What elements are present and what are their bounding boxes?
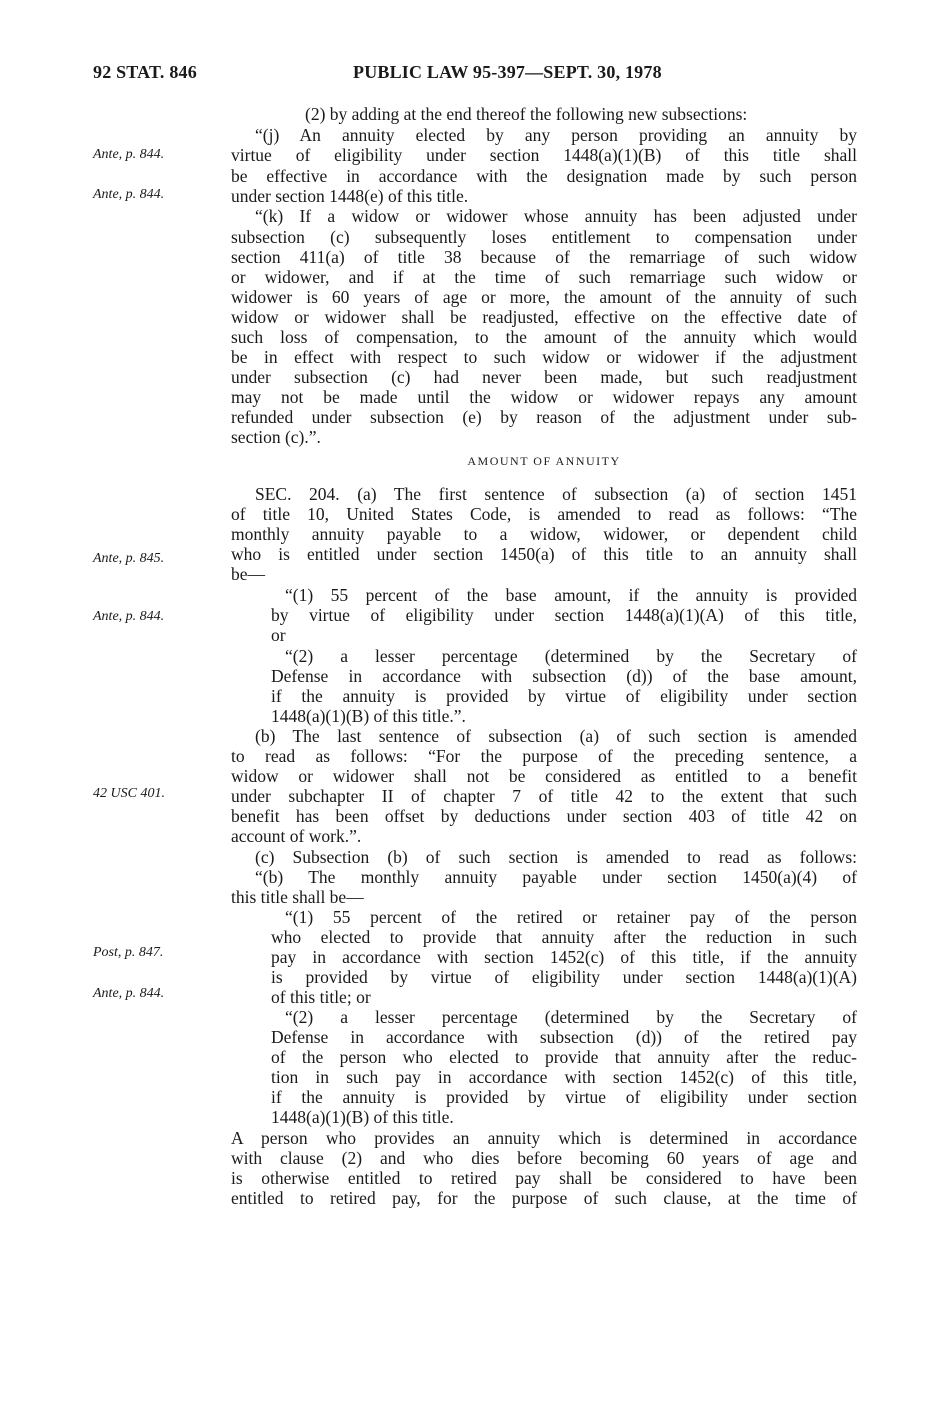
margin-note: Post, p. 847.: [93, 945, 164, 960]
body-line: (c) Subsection (b) of such section is amended to read as follows:: [255, 847, 857, 867]
body-line: Defense in accordance with subsection (d)) of the base amount,: [271, 666, 857, 686]
body-line: who elected to provide that annuity after the reduction in such: [271, 927, 857, 947]
body-line: with clause (2) and who dies before becoming 60 years of age and: [231, 1148, 857, 1168]
body-line: (2) by adding at the end thereof the following new subsections:: [305, 104, 748, 124]
body-line: section 411(a) of title 38 because of the remarriage of such widow: [231, 247, 857, 267]
margin-note: Ante, p. 844.: [93, 147, 165, 162]
section-heading: AMOUNT OF ANNUITY: [467, 454, 621, 468]
margin-note: Ante, p. 845.: [93, 551, 165, 566]
body-line: of the person who elected to provide that annuity after the reduc-: [271, 1047, 857, 1067]
body-line: of title 10, United States Code, is amended to read as follows: “The: [231, 504, 857, 524]
body-line: may not be made until the widow or widower repays any amount: [231, 387, 857, 407]
running-header-title: PUBLIC LAW 95-397—SEPT. 30, 1978: [353, 62, 662, 82]
body-line: SEC. 204. (a) The first sentence of subsection (a) of section 1451: [255, 484, 857, 504]
body-line: widower is 60 years of age or more, the amount of the annuity of such: [231, 287, 857, 307]
body-line: A person who provides an annuity which is determined in accordance: [231, 1128, 857, 1148]
margin-note: Ante, p. 844.: [93, 187, 165, 202]
body-line: account of work.”.: [231, 826, 362, 846]
body-line: 1448(a)(1)(B) of this title.: [271, 1107, 454, 1127]
body-line: pay in accordance with section 1452(c) of this title, if the annuity: [271, 947, 857, 967]
body-line: section (c).”.: [231, 427, 321, 447]
body-line: entitled to retired pay, for the purpose of such clause, at the time of: [231, 1188, 857, 1208]
body-line: who is entitled under section 1450(a) of this title to an annuity shall: [231, 544, 857, 564]
margin-note: Ante, p. 844.: [93, 986, 165, 1001]
body-line: benefit has been offset by deductions under section 403 of title 42 on: [231, 806, 857, 826]
body-line: such loss of compensation, to the amount of the annuity which would: [231, 327, 857, 347]
body-line: “(k) If a widow or widower whose annuity has been adjusted under: [255, 206, 857, 226]
body-line: this title shall be—: [231, 887, 364, 907]
body-line: to read as follows: “For the purpose of the preceding sentence, a: [231, 746, 857, 766]
body-line: virtue of eligibility under section 1448(a)(1)(B) of this title shall: [231, 145, 857, 165]
body-line: or: [271, 625, 286, 645]
body-line: if the annuity is provided by virtue of eligibility under section: [271, 1087, 857, 1107]
body-line: is otherwise entitled to retired pay shall be considered to have been: [231, 1168, 857, 1188]
body-line: widow or widower shall not be considered as entitled to a benefit: [231, 766, 857, 786]
body-line: (b) The last sentence of subsection (a) of such section is amended: [255, 726, 857, 746]
body-line: subsection (c) subsequently loses entitlement to compensation under: [231, 227, 857, 247]
body-line: Defense in accordance with subsection (d)) of the retired pay: [271, 1027, 857, 1047]
body-line: “(b) The monthly annuity payable under section 1450(a)(4) of: [255, 867, 857, 887]
body-line: tion in such pay in accordance with section 1452(c) of this title,: [271, 1067, 857, 1087]
body-line: refunded under subsection (e) by reason of the adjustment under sub-: [231, 407, 857, 427]
margin-note: Ante, p. 844.: [93, 609, 165, 624]
body-line: is provided by virtue of eligibility under section 1448(a)(1)(A): [271, 967, 857, 987]
margin-note: 42 USC 401.: [93, 786, 165, 801]
body-line: under subchapter II of chapter 7 of title 42 to the extent that such: [231, 786, 857, 806]
body-line: or widower, and if at the time of such remarriage such widow or: [231, 267, 857, 287]
body-line: monthly annuity payable to a widow, widower, or dependent child: [231, 524, 857, 544]
body-line: “(j) An annuity elected by any person providing an annuity by: [255, 125, 857, 145]
body-line: of this title; or: [271, 987, 371, 1007]
body-line: widow or widower shall be readjusted, effective on the effective date of: [231, 307, 857, 327]
body-line: 1448(a)(1)(B) of this title.”.: [271, 706, 466, 726]
body-line: be effective in accordance with the designation made by such person: [231, 166, 857, 186]
body-line: “(1) 55 percent of the retired or retainer pay of the person: [285, 907, 857, 927]
running-header-page-ref: 92 STAT. 846: [93, 62, 197, 82]
body-line: “(2) a lesser percentage (determined by the Secretary of: [285, 1007, 857, 1027]
body-line: be—: [231, 564, 266, 584]
body-line: “(2) a lesser percentage (determined by the Secretary of: [285, 646, 857, 666]
body-line: by virtue of eligibility under section 1448(a)(1)(A) of this title,: [271, 605, 857, 625]
body-line: if the annuity is provided by virtue of eligibility under section: [271, 686, 857, 706]
body-line: be in effect with respect to such widow or widower if the adjustment: [231, 347, 857, 367]
body-line: “(1) 55 percent of the base amount, if the annuity is provided: [285, 585, 857, 605]
body-line: under subsection (c) had never been made, but such readjustment: [231, 367, 857, 387]
body-line: under section 1448(e) of this title.: [231, 186, 469, 206]
